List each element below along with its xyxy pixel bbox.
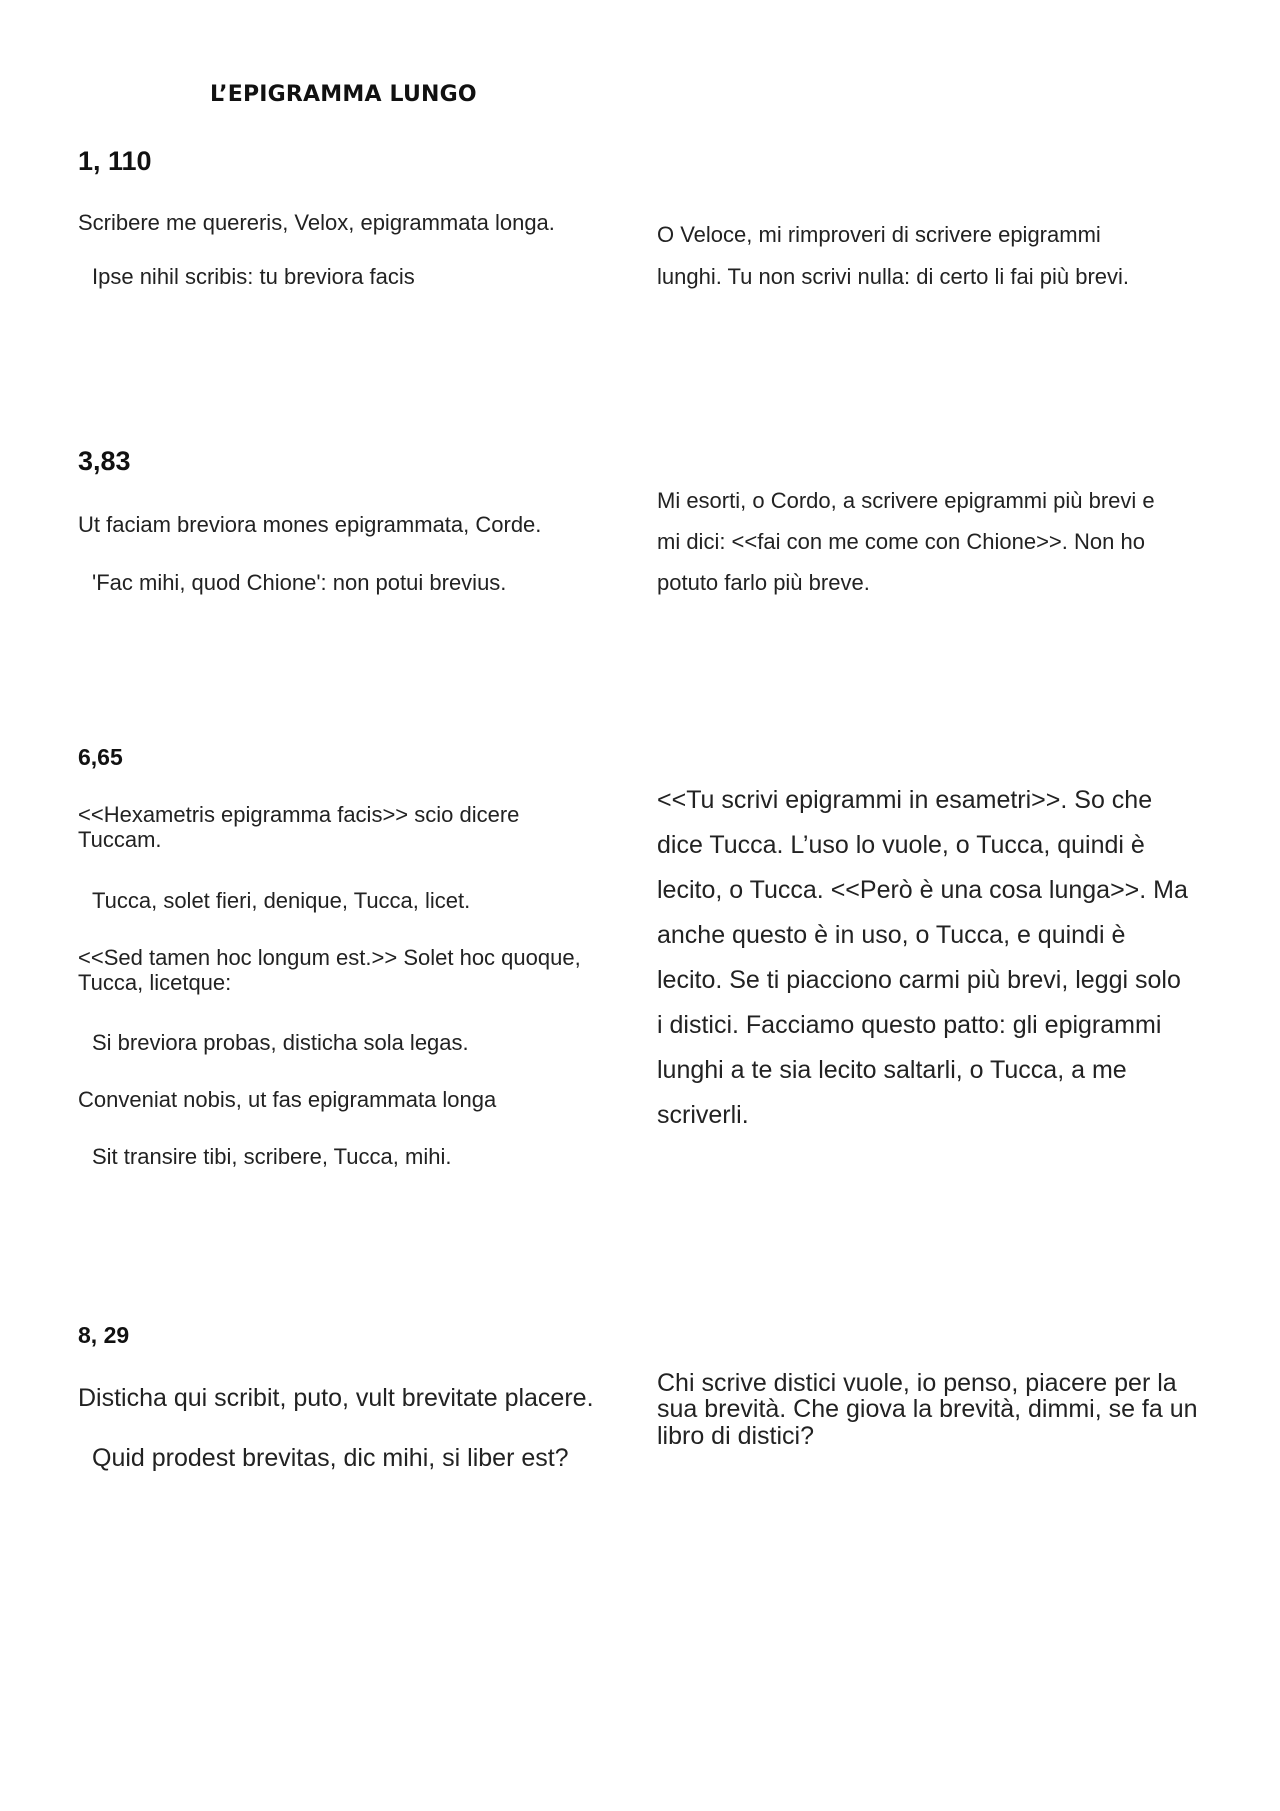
italian-translation-line: potuto farlo più breve. — [657, 570, 870, 595]
section-label: 6,65 — [78, 744, 123, 770]
section-label: 1, 110 — [78, 146, 152, 176]
page-title: L’EPIGRAMMA LUNGO — [210, 82, 477, 107]
latin-verse: <<Sed tamen hoc longum est.>> Solet hoc quoque, Tucca, licetque: — [78, 945, 581, 996]
italian-translation-line: lunghi. Tu non scrivi nulla: di certo li fai più brevi. — [657, 264, 1130, 289]
italian-translation-line: scriverli. — [657, 1101, 749, 1129]
italian-translation-line: anche questo è in uso, o Tucca, e quindi è — [657, 921, 1126, 949]
latin-verse: Conveniat nobis, ut fas epigrammata longa — [78, 1087, 497, 1112]
latin-verse: 'Fac mihi, quod Chione': non potui brevius. — [92, 570, 507, 595]
latin-verse: Disticha qui scribit, puto, vult brevitate placere. — [78, 1384, 594, 1412]
latin-verse: <<Hexametris epigramma facis>> scio dicere Tuccam. — [78, 802, 520, 853]
italian-translation-line: dice Tucca. L’uso lo vuole, o Tucca, quindi è — [657, 831, 1145, 859]
italian-translation-line: O Veloce, mi rimproveri di scrivere epigrammi — [657, 222, 1101, 247]
latin-verse: Quid prodest brevitas, dic mihi, si liber est? — [92, 1444, 569, 1472]
section-label: 3,83 — [78, 446, 131, 476]
latin-verse: Ipse nihil scribis: tu breviora facis — [92, 264, 415, 289]
italian-translation-line: Mi esorti, o Cordo, a scrivere epigrammi più brevi e — [657, 488, 1155, 513]
latin-verse: Ut faciam breviora mones epigrammata, Corde. — [78, 512, 542, 537]
italian-translation-line: Chi scrive distici vuole, io penso, piacere per la sua brevità. Che giova la brevità, dimmi, se fa un libro di distici? — [657, 1369, 1198, 1450]
italian-translation-line: lecito. Se ti piacciono carmi più brevi, leggi solo — [657, 966, 1181, 994]
italian-translation-line: mi dici: <<fai con me come con Chione>>. Non ho — [657, 529, 1145, 554]
latin-verse: Si breviora probas, disticha sola legas. — [92, 1030, 469, 1055]
latin-verse: Sit transire tibi, scribere, Tucca, mihi. — [92, 1144, 452, 1169]
italian-translation-line: i distici. Facciamo questo patto: gli epigrammi — [657, 1011, 1162, 1039]
latin-verse: Scribere me quereris, Velox, epigrammata longa. — [78, 210, 555, 235]
italian-translation-line: lunghi a te sia lecito saltarli, o Tucca, a me — [657, 1056, 1127, 1084]
section-label: 8, 29 — [78, 1322, 130, 1348]
latin-verse: Tucca, solet fieri, denique, Tucca, licet. — [92, 888, 471, 913]
italian-translation-line: <<Tu scrivi epigrammi in esametri>>. So che — [657, 786, 1153, 814]
italian-translation-line: lecito, o Tucca. <<Però è una cosa lunga>>. Ma — [657, 876, 1188, 904]
